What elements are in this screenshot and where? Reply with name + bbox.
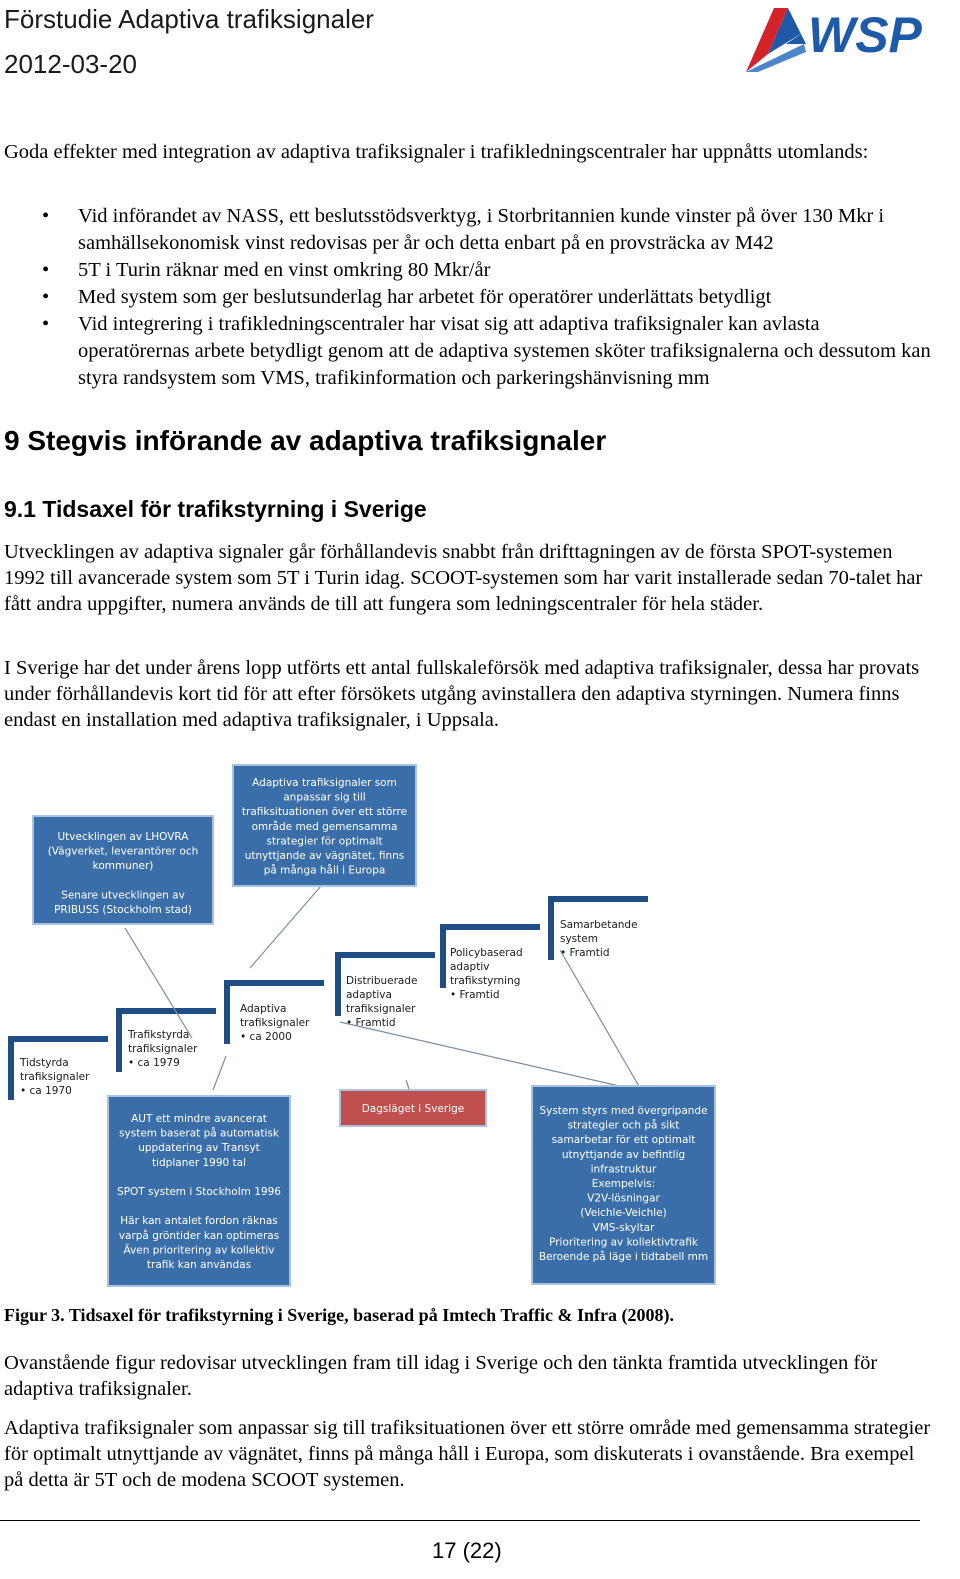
step-label: • Framtid bbox=[450, 989, 500, 1001]
aut-box-text: tidplaner 1990 tal bbox=[151, 1156, 247, 1169]
list-item bbox=[0, 311, 935, 392]
step-label: Distribuerade bbox=[346, 975, 418, 987]
step-riser-bar bbox=[335, 952, 341, 1016]
figure-caption: Figur 3. Tidsaxel för trafikstyrning i Sverige, baserad på Imtech Traffic & Infra (2008). bbox=[4, 1305, 674, 1325]
adaptive-europe-box-text: Adaptiva trafiksignaler som bbox=[252, 777, 397, 789]
step-riser-bar bbox=[440, 924, 446, 988]
step-riser-bar bbox=[116, 1008, 122, 1072]
timeline-figure bbox=[0, 760, 960, 1300]
step-label: trafikstyrning bbox=[450, 975, 521, 987]
lhovra-box-text: kommuner) bbox=[92, 860, 154, 873]
lhovra-box-text: (Vägverket, leverantörer och bbox=[47, 845, 199, 858]
body-paragraph: Utvecklingen av adaptiva signaler går förhållandevis snabbt från drifttagningen av de första SPOT-systemen 1992 till avancerade system som 5T i Turin idag. SCOOT-systemen som har varit installerade sedan 70-talet har fått andra uppgifter, numera används de till att fungera som ledningscentraler för hela städer. bbox=[4, 541, 923, 615]
step-top-bar bbox=[548, 896, 648, 902]
bullet-icon: • bbox=[42, 205, 50, 227]
step-label: trafiksignaler bbox=[346, 1003, 416, 1015]
future-box-text: samarbetar för ett optimalt bbox=[551, 1134, 696, 1147]
subsection-heading: 9.1 Tidsaxel för trafikstyrning i Sverige bbox=[4, 496, 427, 522]
logo-text: WSP bbox=[808, 7, 922, 63]
page-number: 17 (22) bbox=[432, 1538, 502, 1563]
step-label: Adaptiva bbox=[240, 1003, 287, 1015]
step-label: Tidstyrda bbox=[20, 1057, 69, 1069]
future-box-text: V2V-lösningar bbox=[587, 1192, 660, 1205]
body-paragraph: Ovanstående figur redovisar utvecklingen fram till idag i Sverige och den tänkta framtida utvecklingen för adaptiva trafiksignaler. bbox=[4, 1352, 878, 1400]
list-item-text: Med system som ger beslutsunderlag har arbetet för operatörer underlättats betydligt bbox=[78, 286, 772, 308]
step-label: trafiksignaler bbox=[128, 1043, 198, 1055]
step-label: • ca 1970 bbox=[20, 1085, 72, 1097]
list-item-text: Vid integrering i trafikledningscentraler har visat sig att adaptiva trafiksignaler kan avlasta operatörernas arbete betydligt genom att de adaptiva systemen sköter trafiksignalerna och dessutom kan styra randsystem som VMS, trafikinformation och parkeringshänvisning mm bbox=[78, 313, 931, 389]
step-label: Trafikstyrda bbox=[128, 1029, 190, 1041]
future-box-text: utnyttjande av befintlig bbox=[561, 1148, 686, 1161]
lhovra-box-text: Senare utvecklingen av bbox=[61, 889, 185, 902]
connector-arrow bbox=[125, 928, 192, 1038]
step-label: trafiksignaler bbox=[20, 1071, 90, 1083]
adaptive-europe-box-text: anpassar sig till bbox=[283, 791, 366, 804]
connector-arrow bbox=[340, 1022, 628, 1088]
document-title: Förstudie Adaptiva trafiksignaler bbox=[4, 4, 374, 34]
step-label: adaptiv bbox=[450, 961, 490, 973]
step-top-bar bbox=[440, 924, 540, 930]
intro-paragraph: Goda effekter med integration av adaptiva trafiksignaler i trafikledningscentraler har uppnåtts utomlands: bbox=[4, 141, 869, 163]
wsp-logo bbox=[744, 4, 954, 76]
step-label: • Framtid bbox=[346, 1017, 396, 1029]
step-label: Policybaserad bbox=[450, 947, 523, 959]
step-riser-bar bbox=[548, 896, 554, 960]
step-label: • ca 1979 bbox=[128, 1057, 180, 1069]
list-item-text: Vid införandet av NASS, ett beslutsstödsverktyg, i Storbritannien kunde vinster på över 130 Mkr i samhällsekonomisk vinst redovisas per år och detta enbart på en provsträcka av M42 bbox=[78, 205, 885, 254]
section-heading: 9 Stegvis införande av adaptiva trafiksignaler bbox=[4, 425, 607, 456]
adaptive-europe-box-text: strategier för optimalt bbox=[266, 835, 383, 848]
adaptive-europe-box-text: utnyttjande av vägnätet, finns bbox=[244, 850, 405, 862]
connector-arrow bbox=[560, 950, 640, 1088]
step-label: • Framtid bbox=[560, 947, 610, 959]
list-item bbox=[0, 203, 935, 257]
adaptive-europe-box-text: på många håll i Europa bbox=[263, 864, 386, 877]
step-top-bar bbox=[116, 1008, 216, 1014]
aut-box-text: Här kan antalet fordon räknas bbox=[120, 1215, 278, 1228]
bullet-icon: • bbox=[42, 286, 50, 308]
future-box-text: Prioritering av kollektivtrafik bbox=[549, 1236, 698, 1249]
adaptive-europe-box-text: område med gemensamma bbox=[251, 820, 398, 833]
aut-box-text: system baserat på automatisk bbox=[119, 1127, 279, 1140]
bullet-icon: • bbox=[42, 313, 50, 335]
step-label: adaptiva bbox=[346, 989, 392, 1001]
future-box-text: VMS-skyltar bbox=[592, 1221, 655, 1234]
aut-box-text: varpå gröntider kan optimeras bbox=[118, 1229, 280, 1242]
today-box-text: Dagsläget i Sverige bbox=[361, 1103, 465, 1115]
list-item bbox=[0, 257, 935, 284]
connector-arrow bbox=[250, 886, 321, 968]
step-riser-bar bbox=[8, 1036, 14, 1100]
bullet-icon: • bbox=[42, 259, 50, 281]
future-box-text: Exempelvis: bbox=[591, 1178, 656, 1190]
body-paragraph: Adaptiva trafiksignaler som anpassar sig till trafiksituationen över ett större område med gemensamma strategier för optimalt utnyttjande av vägnätet, finns på många håll i Europa, som diskuterats i ovanstående. Bra exempel på detta är 5T och de modena SCOOT systemen. bbox=[4, 1417, 931, 1491]
footer-divider bbox=[0, 1520, 920, 1521]
step-label: system bbox=[560, 933, 598, 945]
body-paragraph: I Sverige har det under årens lopp utförts ett antal fullskaleförsök med adaptiva trafiksignaler, dessa har provats under förhållandevis kort tid för att efter försökets utgång avinstallera den adaptiva styrningen. Numera finns endast en installation med adaptiva trafiksignaler, i Uppsala. bbox=[4, 657, 920, 731]
lhovra-box-text: PRIBUSS (Stockholm stad) bbox=[54, 904, 192, 916]
step-top-bar bbox=[335, 952, 435, 958]
future-box-text: infrastruktur bbox=[590, 1163, 657, 1176]
future-box-text: Beroende på läge i tidtabell mm bbox=[538, 1251, 709, 1263]
step-label: • ca 2000 bbox=[240, 1031, 292, 1043]
lhovra-box-text: Utvecklingen av LHOVRA bbox=[57, 831, 189, 843]
step-label: Samarbetande bbox=[560, 919, 638, 931]
future-box-text: (Veichle-Veichle) bbox=[580, 1207, 667, 1220]
aut-box-text: SPOT system i Stockholm 1996 bbox=[117, 1186, 281, 1198]
aut-box-text: Även prioritering av kollektiv bbox=[123, 1244, 275, 1257]
step-label: trafiksignaler bbox=[240, 1017, 310, 1029]
aut-box-text: trafik kan användas bbox=[146, 1259, 252, 1271]
adaptive-europe-box-text: trafiksituationen över ett större bbox=[241, 806, 408, 819]
effects-list bbox=[0, 203, 935, 392]
list-item bbox=[0, 284, 935, 311]
timeline-staircase bbox=[8, 896, 648, 1100]
step-top-bar bbox=[8, 1036, 108, 1042]
step-riser-bar bbox=[224, 980, 230, 1044]
aut-box-text: AUT ett mindre avancerat bbox=[131, 1113, 267, 1125]
step-top-bar bbox=[224, 980, 324, 986]
aut-box-text: uppdatering av Transyt bbox=[138, 1142, 260, 1155]
document-date: 2012-03-20 bbox=[4, 49, 137, 79]
future-box-text: strategier och på sikt bbox=[567, 1119, 680, 1132]
list-item-text: 5T i Turin räknar med en vinst omkring 80 Mkr/år bbox=[78, 259, 491, 281]
future-box-text: System styrs med övergripande bbox=[539, 1105, 708, 1117]
connector-arrow bbox=[213, 1056, 226, 1090]
